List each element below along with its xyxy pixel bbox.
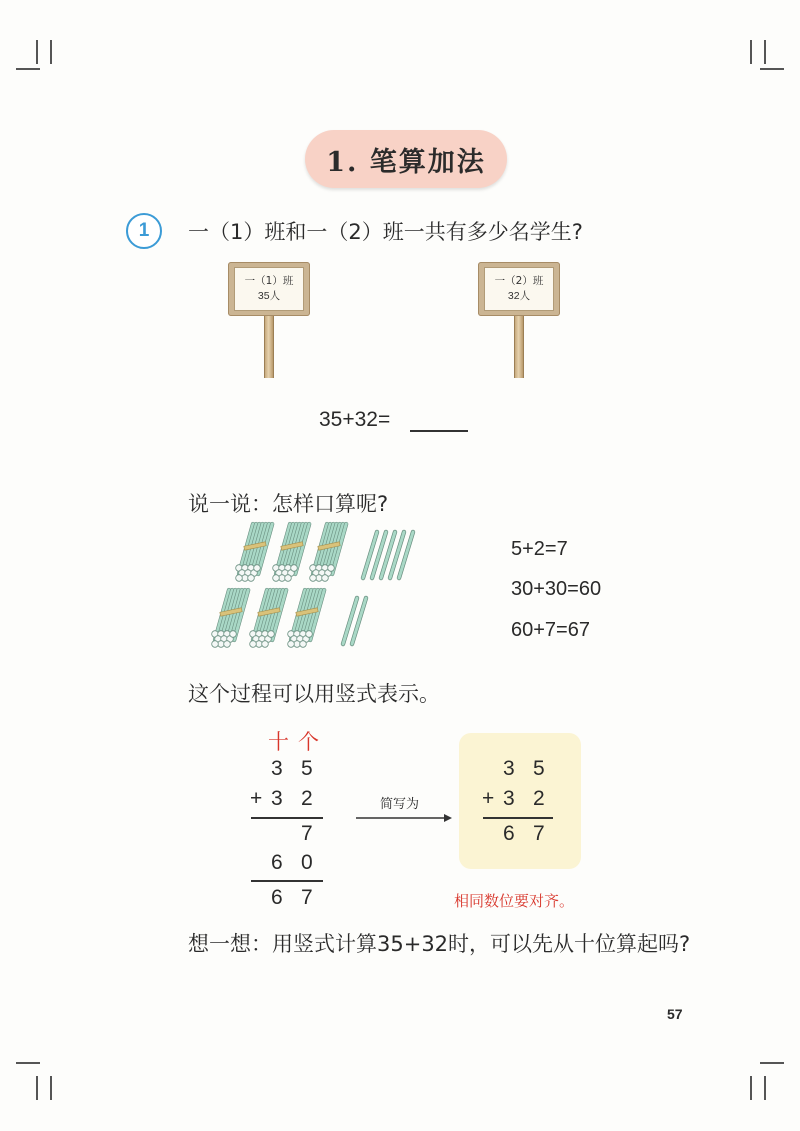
tens-place-header: 十: [268, 730, 289, 754]
class-2-label: 一（2）班: [494, 275, 544, 287]
think-prompt: 想一想：用竖式计算35+32时，可以先从十位算起吗?: [188, 932, 691, 956]
arrow-label: 简写为: [380, 797, 420, 812]
short-addend2-ones: 2: [533, 787, 545, 810]
short-rule: [483, 817, 553, 819]
long-partial-tens-tens: 6: [271, 851, 283, 874]
class-1-label: 一（1）班: [244, 275, 294, 287]
answer-blank[interactable]: [410, 430, 468, 432]
long-rule-1: [251, 817, 323, 819]
long-addend2-tens: 3: [271, 787, 283, 810]
vertical-form-intro: 这个过程可以用竖式表示。: [188, 682, 440, 706]
short-total-tens: 6: [503, 822, 515, 845]
short-addend2-tens: 3: [503, 787, 515, 810]
class-2-count: 32人: [507, 290, 531, 302]
top-row-tens-bundle-1: [236, 524, 273, 581]
long-addend2-ones: 2: [301, 787, 313, 810]
counting-sticks-illustration: [205, 520, 435, 650]
example-number-badge: 1: [126, 213, 162, 249]
short-total-ones: 7: [533, 822, 545, 845]
question-text: 一（1）班和一（2）班一共有多少名学生?: [188, 220, 583, 244]
mental-step-3: 60+7=67: [511, 619, 590, 641]
long-partial-ones: 7: [301, 822, 313, 845]
alignment-note: 相同数位要对齐。: [454, 892, 575, 910]
bottom-row-tens-bundle-1: [212, 590, 249, 647]
top-row-tens-bundle-3: [310, 524, 347, 581]
mental-math-prompt: 说一说：怎样口算呢?: [188, 492, 389, 516]
long-operator: +: [250, 787, 263, 810]
page-number: 57: [667, 1006, 683, 1022]
right-arrow-icon: [354, 812, 454, 824]
long-addend1-ones: 5: [301, 757, 313, 780]
bottom-row-tens-bundle-2: [250, 590, 287, 647]
ones-place-header: 个: [298, 730, 319, 754]
short-addend1-ones: 5: [533, 757, 545, 780]
long-addend1-tens: 3: [271, 757, 283, 780]
mental-step-2: 30+30=60: [511, 578, 602, 600]
lesson-title: 1. 笔算加法: [305, 130, 507, 188]
long-partial-tens-ones: 0: [301, 851, 313, 874]
short-addend1-tens: 3: [503, 757, 515, 780]
long-total-tens: 6: [271, 886, 283, 909]
long-total-ones: 7: [301, 886, 313, 909]
short-operator: +: [482, 787, 495, 810]
mental-step-1: 5+2=7: [511, 538, 568, 560]
long-rule-2: [251, 880, 323, 882]
bottom-row-tens-bundle-3: [288, 590, 325, 647]
simplified-form-panel: [459, 733, 581, 869]
top-row-tens-bundle-2: [273, 524, 310, 581]
class-1-count: 35人: [257, 290, 281, 302]
equation-text: 35+32=: [319, 408, 391, 431]
